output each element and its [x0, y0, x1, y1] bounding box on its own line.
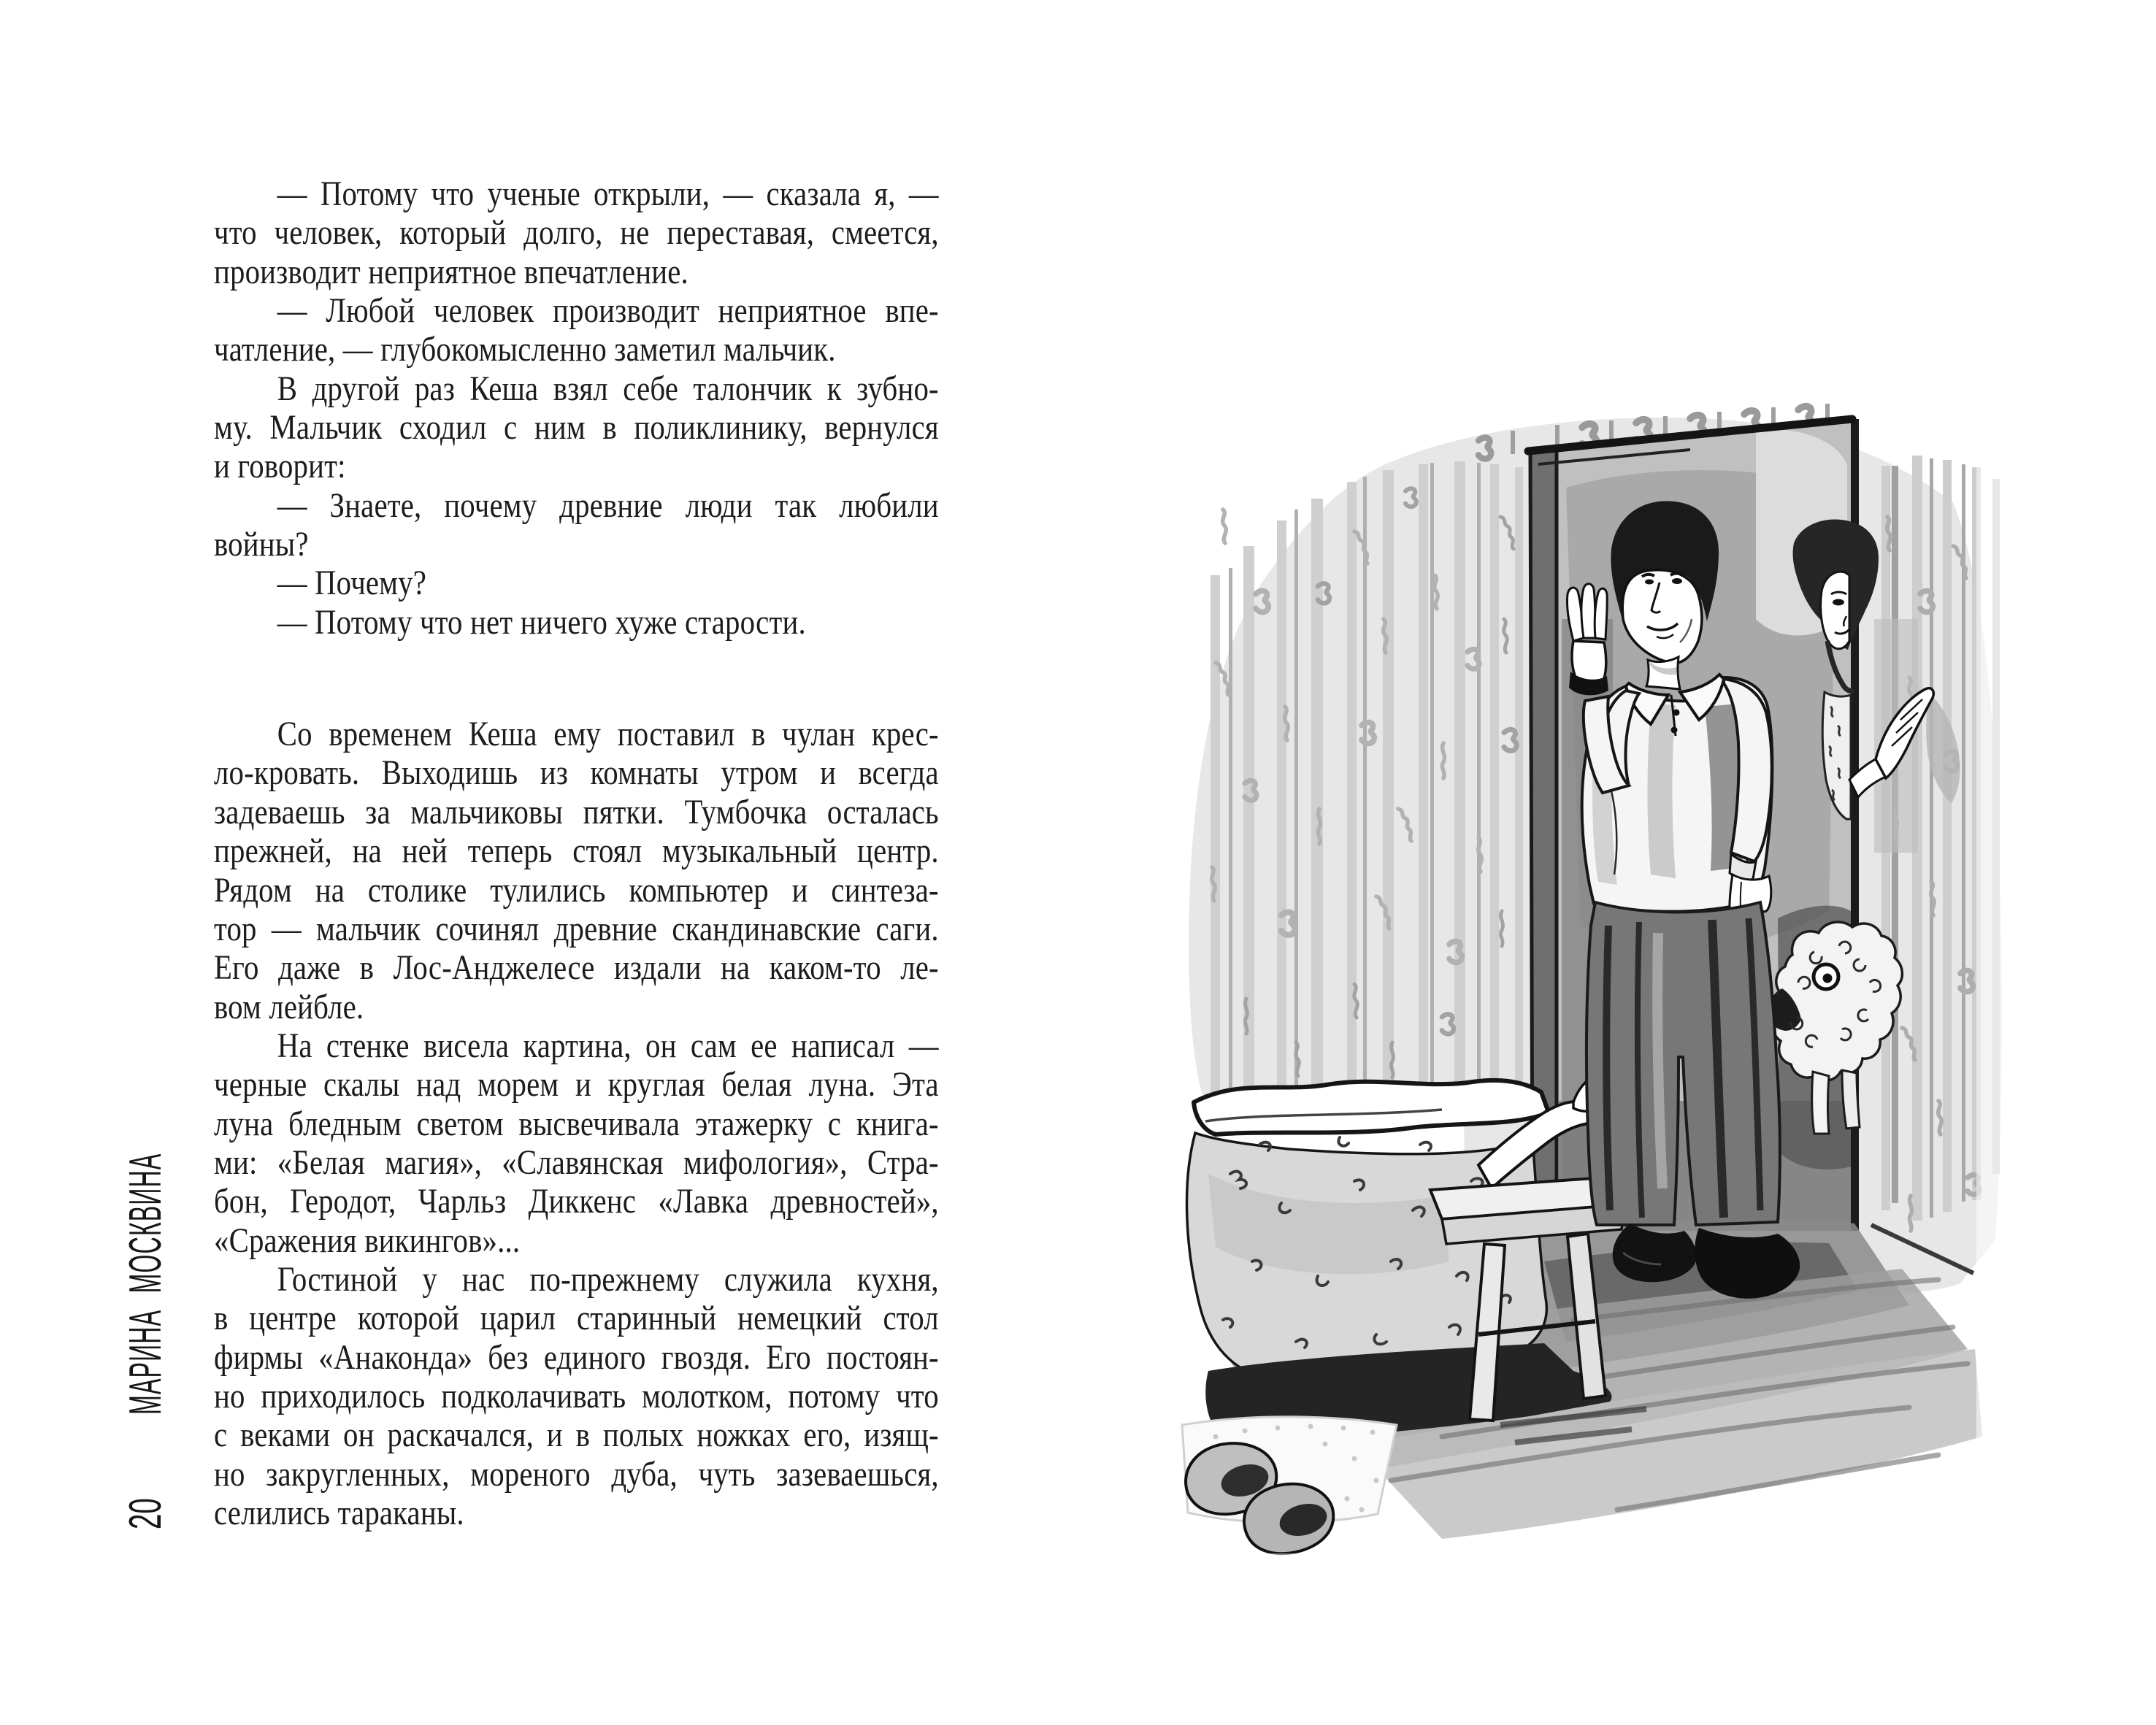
text-line: прежней, на ней теперь стоял музыкальный центр. — [214, 831, 939, 871]
text-line: тор — мальчик сочинял древние скандинавские саги. — [214, 909, 939, 948]
text-line: — Почему? — [277, 564, 427, 603]
text-line: бон, Геродот, Чарльз Диккенс «Лавка древностей», — [214, 1182, 939, 1221]
text-line: — Потому что ученые открыли, — сказала я, — — [277, 174, 939, 213]
page-number-label — [120, 1497, 171, 1529]
text-line: чатление, — глубокомысленно заметил мальчик. — [214, 330, 836, 369]
text-line: и говорит: — [214, 447, 346, 486]
text-line: На стенке висела картина, он сам ее написал — — [277, 1026, 939, 1065]
text-line: — Потому что нет ничего хуже старости. — [277, 602, 806, 642]
text-line: что человек, который долго, не переставая, смеется, — [214, 213, 939, 253]
text-line: в центре которой царил старинный немецкий стол — [214, 1299, 939, 1338]
text-line: Его даже в Лос-Анджелесе издали на каком-то ле- — [214, 948, 939, 988]
text-line: Со временем Кеша ему поставил в чулан крес- — [277, 715, 939, 754]
author-name: МАРИНА МОСКВИНА — [120, 1153, 171, 1415]
text-line: «Сражения викингов»... — [214, 1221, 521, 1260]
text-line: с веками он раскачался, и в полых ножках его, изящ- — [214, 1415, 939, 1455]
text-line: селились тараканы. — [214, 1494, 464, 1532]
text-line: В другой раз Кеша взял себе талончик к зубно- — [277, 369, 939, 408]
text-line: производит неприятное впечатление. — [214, 252, 688, 291]
text-line: фирмы «Анаконда» без единого гвоздя. Его постоян- — [214, 1337, 939, 1377]
text-line: войны? — [214, 525, 309, 564]
text-line: Гостиной у нас по-прежнему служила кухня, — [277, 1259, 939, 1299]
page-number: 20 — [120, 1498, 171, 1529]
text-line: — Знаете, почему древние люди так любили — [277, 485, 939, 525]
slippers — [1182, 1417, 1397, 1553]
man-shoe-left — [1613, 1223, 1697, 1282]
text-line: луна бледным светом высвечивала этажерку с книга- — [214, 1104, 939, 1143]
text-line: — Любой человек производит неприятное впе- — [277, 291, 939, 331]
text-line: вом лейбле. — [214, 987, 364, 1026]
text-line: но приходилось подколачивать молотком, потому что — [214, 1376, 939, 1415]
text-line: но закругленных, мореного дуба, чуть зазеваешься, — [214, 1454, 939, 1494]
left-page-text-column — [214, 174, 939, 1532]
spine-author-label — [120, 1153, 171, 1415]
text-line: ло-кровать. Выходишь из комнаты утром и всегда — [214, 753, 939, 793]
text-line: ми: «Белая магия», «Славянская мифология», Стра- — [214, 1142, 939, 1182]
text-line: му. Мальчик сходил с ним в поликлинику, вернулся — [214, 408, 939, 447]
illustration — [1135, 400, 2011, 1612]
text-line: Рядом на столике тулились компьютер и синтеза- — [214, 870, 939, 910]
text-line: задеваешь за мальчиковы пятки. Тумбочка осталась — [214, 792, 939, 831]
text-line: черные скалы над морем и круглая белая луна. Эта — [214, 1065, 939, 1104]
